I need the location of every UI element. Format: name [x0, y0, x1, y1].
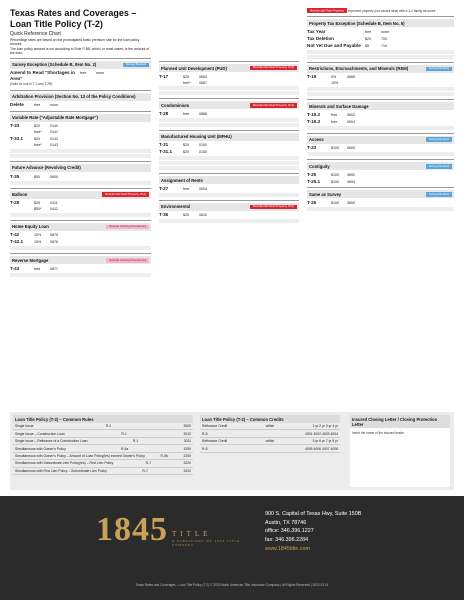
row-code: R-7 [142, 468, 148, 473]
section-title: Arbitration Provision (Section No. 13 of the Policy Conditions) [12, 94, 136, 100]
text-block [307, 152, 454, 156]
endorsement-code: T-43 [10, 265, 20, 271]
text-block [10, 181, 151, 185]
rate-row [307, 200, 454, 206]
row-value: 3011 [183, 439, 191, 444]
text-block [159, 219, 299, 223]
row-code: within [265, 424, 275, 429]
rate-value: free [331, 119, 338, 124]
text-block [159, 156, 299, 160]
table-row [13, 445, 193, 452]
row-label: Simultaneous with Subordinate Lien Policy(ies) – First Lien Policy [15, 461, 114, 466]
endorsement-code: Amend to Read "Shortages in Area" [10, 70, 75, 81]
section-title: Minerals and Surface Damage [309, 103, 369, 109]
endorsement-code: T-31.1 [159, 149, 173, 155]
table-row [200, 430, 340, 437]
section-title: Survey Exception (Schedule B, Item No. 2) [12, 62, 97, 68]
row-label: Simultaneous with Owner's Policy – Amount of Loan Policy(ies) exceed Owner's Policy [15, 454, 146, 459]
tag-special-closing: Special Closing Procedures [106, 258, 149, 263]
tag-special-closing: Special Closing Procedures [106, 225, 149, 230]
fee-code: 0504 [199, 186, 207, 191]
rate-row [10, 232, 151, 238]
row-value: 4005 4006 4007 4008 [305, 446, 338, 451]
rate-value: free [183, 111, 190, 116]
endorsement-code: T-27 [159, 185, 169, 191]
fee-code: 0150 [199, 143, 207, 148]
section-future-advance [10, 161, 151, 185]
page-subtitle: Quick Reference Chart [10, 30, 61, 37]
row-code: R-5b [160, 454, 168, 459]
note: (Valid for use in T-2 and T-2R) [10, 81, 53, 86]
rate-row [10, 130, 151, 134]
rate-row [159, 74, 299, 80]
endorsement-code: Tax Deletion [307, 35, 334, 41]
endorsement-code: T-17 [159, 73, 169, 79]
text-block [159, 161, 299, 165]
intro-text: improved property (not vacant land) with a 1-4 family structure [347, 8, 436, 13]
table-row [13, 438, 193, 445]
rate-row [10, 174, 151, 180]
endorsement-code: T-28 [10, 200, 20, 206]
page-title: Texas Rates and Coverages – Loan Title Policy (T-2) [10, 8, 137, 29]
rate-row [159, 81, 299, 85]
fee-code: 0142 [50, 137, 58, 142]
rate-value: $50* [34, 207, 42, 212]
fee-code: 0412 [50, 207, 58, 212]
section-title: Restrictions, Encroachments, and Minerals (REM) [309, 66, 409, 72]
endorsement-code: T-25 [307, 171, 317, 177]
fee-code: 0604 [347, 119, 355, 124]
row-value: 3220 [183, 461, 191, 466]
address-line-1: 900 S. Capital of Texas Hwy, Suite 150B [265, 511, 362, 517]
section-condominium [159, 98, 299, 127]
document-body [10, 8, 454, 408]
section-survey [10, 58, 151, 87]
bullet-2: The loan policy amount is not according to Rule P-8B, which, in most cases, is the amount of the loan. [10, 46, 150, 55]
row-label: Simultaneous with First Lien Policy – Subordinate Lien Policy [15, 468, 107, 473]
rate-value: $100 [331, 172, 339, 177]
fee-code: 0893 [347, 179, 355, 184]
fee-code: none [50, 103, 58, 108]
text-block [10, 246, 151, 250]
section-title: Property Tax Exception (Schedule B, Item No. 5) [309, 20, 405, 26]
text-block [10, 149, 151, 153]
tag-survey-review: Survey Review [426, 164, 452, 169]
rate-value: 15% [34, 240, 42, 245]
endorsement-code: T-35 [10, 173, 20, 179]
row-value: 4001 4002 4003 4004 [305, 431, 338, 436]
row-label: R-8 [202, 431, 208, 436]
endorsement-code: T-19.3 [307, 118, 321, 124]
rate-row [307, 145, 454, 151]
row-label: Refinance Credit [202, 439, 228, 444]
row-label: Refinance Credit [202, 424, 228, 429]
table-row [13, 430, 193, 437]
fee-code: 0600 [50, 174, 58, 179]
rules-table [10, 412, 454, 490]
section-reverse [10, 253, 151, 277]
fee-code: 700 [381, 36, 387, 41]
endorsement-code: T-25.1 [307, 178, 321, 184]
rate-value: $25 [183, 213, 189, 218]
section-title: Contiguity [309, 163, 330, 169]
rate-row [307, 172, 454, 178]
rate-row [10, 207, 151, 211]
section-title: Planned Unit Development (PUD) [161, 65, 227, 71]
fee-code: 0875 [50, 233, 58, 238]
table-row [13, 453, 193, 460]
office-phone: office: 346.396.1227 [265, 528, 314, 535]
text-block [307, 92, 454, 96]
table-row [200, 423, 340, 430]
column-right [307, 8, 454, 212]
logo-subtitle: A SUBSIDIARY OF 1845 TITLE COMPANY [172, 539, 241, 547]
row-code: within [265, 439, 275, 444]
residential-intro [307, 10, 454, 14]
fee-code: 0877 [50, 266, 58, 271]
section-arbitration [10, 90, 151, 108]
rate-row [159, 111, 299, 117]
endorsement-code: Delete [10, 102, 24, 108]
row-value: 1 yr 2 yr 3 yr 4 yr [312, 424, 338, 429]
section-title: Balloon [12, 192, 28, 197]
rate-value: $25 [34, 201, 40, 206]
text-block [10, 213, 151, 217]
section-environmental [159, 200, 299, 224]
rate-value: $20 [183, 150, 189, 155]
rate-value: 5% [331, 75, 337, 80]
endorsement-code: T-19 [307, 74, 317, 80]
table-header: Insured Closing Letter / Closing Protection Letter [350, 415, 450, 428]
rate-value: free [183, 186, 190, 191]
row-label: Single Issue – Construction Loan [15, 431, 65, 436]
text-block [10, 273, 151, 277]
section-title: Future Advance (Revolving Credit) [12, 165, 81, 171]
row-value: 3220 [183, 468, 191, 473]
tag-residential: Residential Real Property [307, 8, 347, 13]
rate-value: $20 [34, 137, 40, 142]
row-code: R-1 [105, 424, 112, 429]
text-block [10, 154, 151, 158]
endorsement-code: T-19.2 [307, 111, 321, 117]
section-title: Reverse Mortgage [12, 257, 49, 263]
column-middle [159, 8, 299, 224]
rate-value: $25 [183, 74, 189, 79]
rate-value: free* [34, 130, 42, 135]
endorsement-code: T-31 [159, 142, 169, 148]
fee-code: 0800 [347, 200, 355, 205]
rate-value: free [80, 71, 87, 76]
rate-row [307, 74, 454, 80]
rate-row [159, 212, 299, 218]
row-value: 3010 [183, 431, 191, 436]
fee-code: 0141 [50, 130, 58, 135]
section-pud [159, 61, 299, 95]
fee-code: 0684 [199, 74, 207, 79]
fee-code: 0892 [347, 172, 355, 177]
row-value: 5 yr 6 yr 7 yr 8 yr [312, 439, 338, 444]
rate-value: free [331, 112, 338, 117]
rate-value: free [365, 29, 372, 34]
row-code: R-1 [132, 439, 139, 444]
section-restrictions [307, 62, 454, 96]
rate-row [307, 36, 454, 42]
text-block [159, 118, 299, 122]
fee-code: 710 [381, 43, 387, 48]
spacer [159, 8, 299, 58]
website-link[interactable]: www.1845title.com [265, 545, 310, 552]
text-block [159, 123, 299, 127]
row-label: Single Issue – Refinance of a Construction Loan [15, 439, 88, 444]
endorsement-code: T-23 [307, 145, 317, 151]
row-value: 3250 [183, 454, 191, 459]
section-title: Access [309, 137, 324, 143]
rate-value: $20 [183, 143, 189, 148]
tag-survey-review: Survey Review [426, 137, 452, 142]
endorsement-code: T-33 [10, 123, 20, 129]
section-title: Environmental [161, 204, 191, 210]
section-minerals [307, 99, 454, 130]
section-balloon [10, 188, 151, 217]
rate-value: $20 [365, 36, 371, 41]
endorsement-code: T-28 [159, 110, 169, 116]
text-block [159, 91, 299, 95]
fee-code: 0140 [50, 124, 58, 129]
endorsement-code: T-36 [159, 212, 169, 218]
table-row [13, 423, 193, 430]
text-block [159, 193, 299, 197]
fee-code: 0888 [199, 111, 207, 116]
rate-value: 10% [34, 233, 42, 238]
fee-code: 0810 [199, 213, 207, 218]
text-block [307, 55, 454, 59]
text-block [307, 87, 454, 91]
rate-row [10, 123, 151, 129]
fee-code: 0600 [347, 146, 355, 151]
section-title: Same as Survey [309, 191, 342, 197]
section-contiguity [307, 159, 454, 184]
rate-row [159, 186, 299, 192]
text-block [307, 207, 454, 211]
section-tax [307, 16, 454, 59]
text-block [159, 86, 299, 90]
tag-residential: Residential Real Property Only [250, 66, 297, 71]
rate-row [10, 266, 151, 272]
footer [0, 496, 464, 600]
fee-code: none [96, 71, 104, 76]
table-header: Loan Title Policy (T-2) – Common Credits [200, 415, 340, 423]
rate-row [10, 200, 151, 206]
common-rules [13, 415, 193, 475]
rate-row [307, 29, 454, 35]
tag-residential: Residential Real Property Only [250, 103, 297, 108]
fee-code: 0885 [347, 75, 355, 80]
text-block [307, 50, 454, 54]
fee-code: 0602 [347, 112, 355, 117]
address-line-2: Austin, TX 78746 [265, 519, 307, 526]
row-value: 3000 [183, 424, 191, 429]
section-title: Home Equity Loan [12, 224, 49, 230]
tag-survey-review: Survey Review [426, 67, 452, 72]
tag-residential: Residential Real Property Only [250, 205, 297, 210]
rate-value: free* [183, 80, 191, 85]
table-row [13, 468, 193, 475]
fax-number: fax: 346.396.2284 [265, 536, 309, 543]
logo-number: 1845 [96, 511, 168, 548]
fee-code: 0687 [199, 80, 207, 85]
column-left [10, 8, 151, 278]
rate-value: $5 [365, 43, 369, 48]
section-manufactured [159, 130, 299, 171]
table-header: Loan Title Policy (T-2) – Common Rules [13, 415, 193, 423]
fee-code: none [381, 29, 389, 34]
section-title: Manufactured Housing Unit (MFHU) [161, 134, 232, 140]
rate-row [159, 149, 299, 155]
row-code: R-1 [121, 431, 127, 436]
row-label: R-8 [202, 446, 208, 451]
row-label: Simultaneous with Owner's Policy [15, 446, 66, 451]
section-same-as-survey [307, 187, 454, 211]
rate-value: free* [34, 143, 42, 148]
row-value: 3250 [183, 446, 191, 451]
section-title: Variable Rate ("Adjustable Rate Mortgage") [12, 115, 98, 121]
rate-row [10, 136, 151, 142]
tag-survey-review: Survey Review [123, 63, 149, 68]
rate-row [10, 143, 151, 147]
endorsement-code: T-33.1 [10, 136, 24, 142]
closing-letter [350, 415, 450, 487]
section-title: Assignment of Rents [161, 177, 203, 183]
tag-survey-review: Survey Review [426, 192, 452, 197]
endorsement-code: T-42.1 [10, 239, 24, 245]
bullet-1: Percentage rates are based on the promulgated basic premium rate for the loan policy amount. [10, 37, 140, 46]
fee-code: 0411 [50, 201, 58, 206]
endorsement-code: Not Yet Due and Payable [307, 42, 361, 48]
rate-value: $100 [331, 146, 339, 151]
row-label: Single Issue [15, 424, 34, 429]
text-block [307, 126, 454, 130]
section-home-equity [10, 220, 151, 251]
row-code: R-5a [120, 446, 129, 451]
rate-row [10, 102, 151, 108]
rate-row [307, 43, 454, 49]
table-row [200, 445, 340, 452]
rate-value: 10% [331, 81, 339, 86]
rate-value: free [34, 103, 41, 108]
legal-text: Texas Rates and Coverages - Loan Title Policy (T-2) © 2020 North American Title Insurance Company | All Rights Reserved | 2020 03 14 [135, 583, 329, 587]
rate-row [307, 179, 454, 185]
row-label: Insert the name of the insured lender [352, 430, 405, 435]
endorsement-code: Tax Year [307, 28, 326, 34]
section-rents [159, 173, 299, 197]
fee-code: 0876 [50, 240, 58, 245]
rate-row [307, 119, 454, 125]
logo-title: TITLE [172, 530, 212, 538]
rate-row [159, 142, 299, 148]
company-logo [96, 510, 246, 570]
rate-value: $100 [331, 200, 339, 205]
fee-code: 0143 [50, 143, 58, 148]
rate-row [10, 70, 151, 81]
tag-residential: Residential Real Property Only [102, 192, 149, 197]
rate-value: $100 [331, 179, 339, 184]
row-code: R-7 [145, 461, 152, 466]
table-row [13, 460, 193, 467]
rate-row [307, 112, 454, 118]
fee-code: 0150 [199, 150, 207, 155]
rate-row [10, 239, 151, 245]
rate-value: free [34, 266, 41, 271]
text-block [159, 166, 299, 170]
common-credits [200, 415, 340, 453]
table-row [200, 438, 340, 445]
section-variable [10, 111, 151, 158]
endorsement-code: T-26 [307, 199, 317, 205]
section-title: Condominium [161, 102, 190, 108]
contact-block [265, 510, 361, 553]
rate-value: $20 [34, 124, 40, 129]
rate-value: $50 [34, 174, 40, 179]
endorsement-code: T-42 [10, 232, 20, 238]
rate-row [307, 81, 454, 85]
section-access [307, 133, 454, 157]
